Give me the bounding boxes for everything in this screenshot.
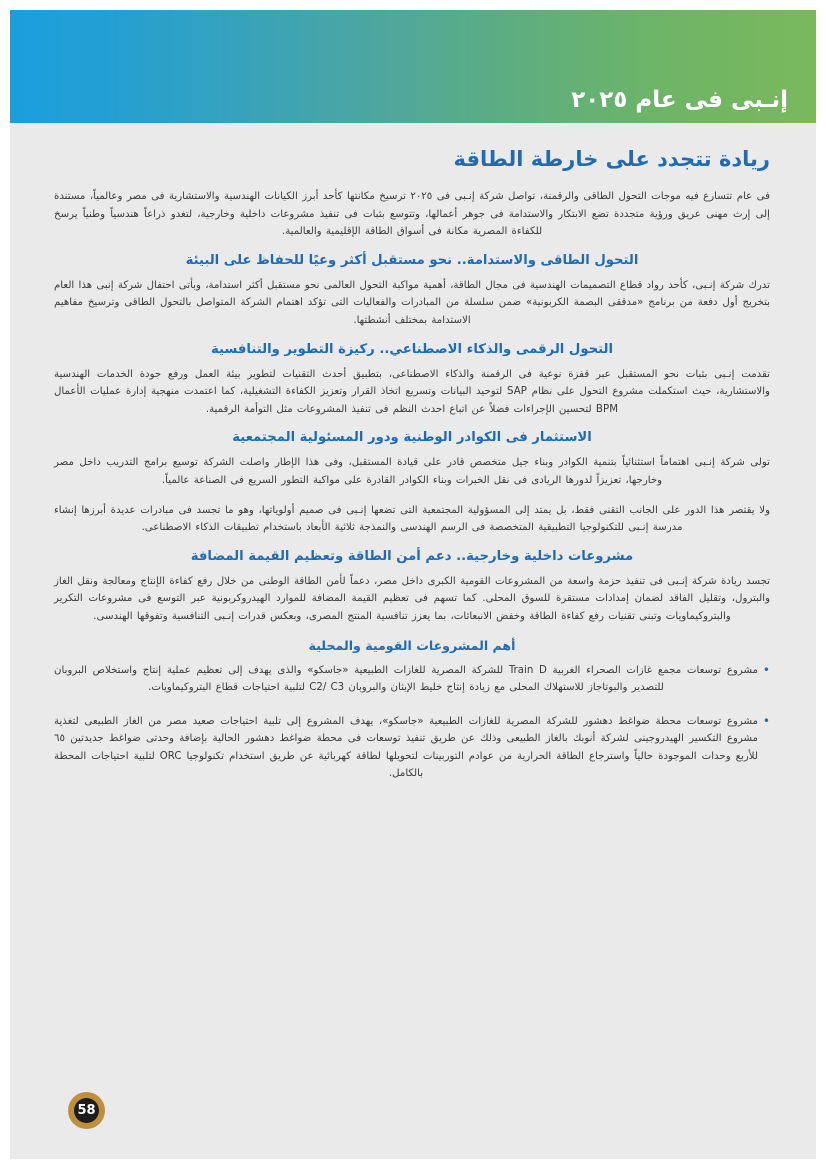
section-paragraph-projects: تجسد ريادة شركة إنـبى فى تنفيذ حزمة واسعة من المشروعات القومية الكبرى داخل مصر، دعماً لأمن الطاقة الوطنى من خلال رفع كفاءة الإنتاج ومعالجة ونقل الغاز والبترول، وتقليل الفاقد لضمان إمدادات مستقرة للسوق المحلى. كما تسهم فى تعظيم القيمة المضافة للموارد الهيدروكربونية عبر التوسع فى مشروعات التكرير والبتروكيماويات وتبنى تقنيات رفع كفاءة الطاقة وخفض الانبعاثات، بما يعزز تنافسية المنتج المصرى، وبعكس قدرات إنـبى التنافسية وتفوقها الهندسى.	[54, 575, 770, 622]
page-number-badge	[68, 1092, 105, 1129]
list-item: • مشروع توسعات محطة ضواغط دهشور للشركة المصرية للغازات الطبيعية «جاسكو»، يهدف المشروع إلى تلبية احتياجات صعيد مصر من الغاز الطبيعى لتغذية مشروع التكسير الهيدروجينى لشركة أنوبك بالغاز الطبيعى وذلك عن طريق تنفيذ توسعات فى محطة ضواغط دهشور الحالية بإضافة وحدتى ضواغط جديدتين ٦٥ للأربع وحدات الموجودة حالياً واسترجاع الطاقة الحرارية من عوادم التوربينات لتحويلها لطاقة كهربائية عن طريق استخدام تكنولوجيا ORC لتلبية احتياجات المحطة بالكامل.	[54, 713, 770, 783]
section-heading-projects: مشروعات داخلية وخارجية.. دعم أمن الطاقة وتعظيم القيمة المضافة	[190, 548, 634, 564]
page-title: ريادة تتجدد على خارطة الطاقة	[453, 147, 770, 171]
list-item: • مشروع توسعات مجمع غازات الصحراء الغربية Train D للشركة المصرية للغازات الطبيعية «جاسكو» والذى يهدف إلى تعظيم عملية إنتاج واستخلاص البروبان للتصدير والبوتاجاز للاستهلاك المحلى مع زيادة إنتاج خليط الإيثان والبروبان C2/ C3 لتلبية احتياجات قطاع البتروكيماويات.	[54, 662, 770, 697]
section-paragraph-energy-transition: تدرك شركة إنـبى، كأحد رواد قطاع التصميمات الهندسية فى مجال الطاقة، أهمية مواكبة التحول العالمى نحو مستقبل أكثر استدامة، وبأتى احتفال شركة إنبى هذا العام بتخريج أول دفعة من برنامج «مدققى البصمة الكربونية» ضمن سلسلة من المبادرات والفعاليات التى تؤكد اهتمام الشركة المتواصل بالتحول الطاقى وترسيخ مفاهيم الاستدامة بمختلف أنشطتها.	[54, 279, 770, 326]
page-number-value: 58	[74, 1098, 99, 1123]
section-heading-digital-transformation: التحول الرقمى والذكاء الاصطناعي.. ركيزة التطوير والتنافسية	[211, 341, 613, 357]
section-heading-key-projects: أهم المشروعات القومية والمحلية	[308, 637, 516, 653]
intro-paragraph: فى عام تتسارع فيه موجات التحول الطاقى والرقمنة، تواصل شركة إنـبى فى ٢٠٢٥ ترسيخ مكانتها كأحد أبرز الكيانات الهندسية والاستشارية فى مصر وعالمياً، مستندة إلى إرث مهنى عريق ورؤية متجددة تضع الابتكار والاستدامة فى جوهر أعمالها، وتتوسع بثبات فى تنفيذ مشروعات داخلية وخارجية، لتغدو ذراعاً هندسياً وطنياً يرسخ للكفاءة المصرية مكانة فى أسواق الطاقة الإقليمية والعالمية.	[54, 191, 770, 238]
section-paragraph-national-talent-2: ولا يقتصر هذا الدور على الجانب التقنى فقط، بل يمتد إلى المسؤولية المجتمعية التى تضعها إنـبى فى صميم أولوياتها، وهو ما تجسد فى مبادرات عديدة أبرزها إنشاء مدرسة إنـبى للتكنولوجيا التطبيقية المتخصصة فى الرسم الهندسى والنمذجة ثلاثية الأبعاد باستخدام تطبيقات الذكاء الاصطناعى.	[54, 504, 770, 534]
key-projects-list	[54, 662, 770, 784]
page-canvas	[10, 10, 816, 1159]
section-paragraph-digital-transformation: تقدمت إنـبى بثبات نحو المستقبل عبر قفزة نوعية فى الرقمنة والذكاء الاصطناعى، بتطبيق أحدث التقنيات لتطوير بيئة العمل ورفع جودة الخدمات الهندسية والاستشارية، حيث استكملت مشروع التحول على نظام SAP لتوحيد البيانات وتسريع اتخاذ القرار وتعزيز الكفاءة التشغيلية، كما اعتمدت منهجية إدارة عمليات الأعمال BPM لتحسين الإجراءات فضلاً عن اتباع احدث النظم فى تنفيذ المشروعات مثل التوأمة الرقمية.	[54, 368, 770, 415]
section-heading-energy-transition: التحول الطاقى والاستدامة.. نحو مستقبل أكثر وعيًا للحفاظ على البيئة	[185, 252, 639, 268]
banner-title: إنـبى فى عام ٢٠٢٥	[571, 87, 788, 113]
header-banner	[10, 10, 816, 123]
section-paragraph-national-talent-1: تولى شركة إنـبى اهتماماً استثنائياً بتنمية الكوادر وبناء جيل متخصص قادر على قيادة المستقبل، وفى هذا الإطار واصلت الشركة توسيع برامج التدريب داخل مصر وخارجها، تعزيزاً لدورها الريادى فى نقل الخبرات وبناء الكوادر القادرة على مواكبة التطور السريع فى الصناعة عالمياً.	[54, 457, 770, 486]
section-heading-national-talent: الاستثمار فى الكوادر الوطنية ودور المسئولية المجتمعية	[232, 430, 592, 446]
page-content	[10, 123, 816, 1159]
